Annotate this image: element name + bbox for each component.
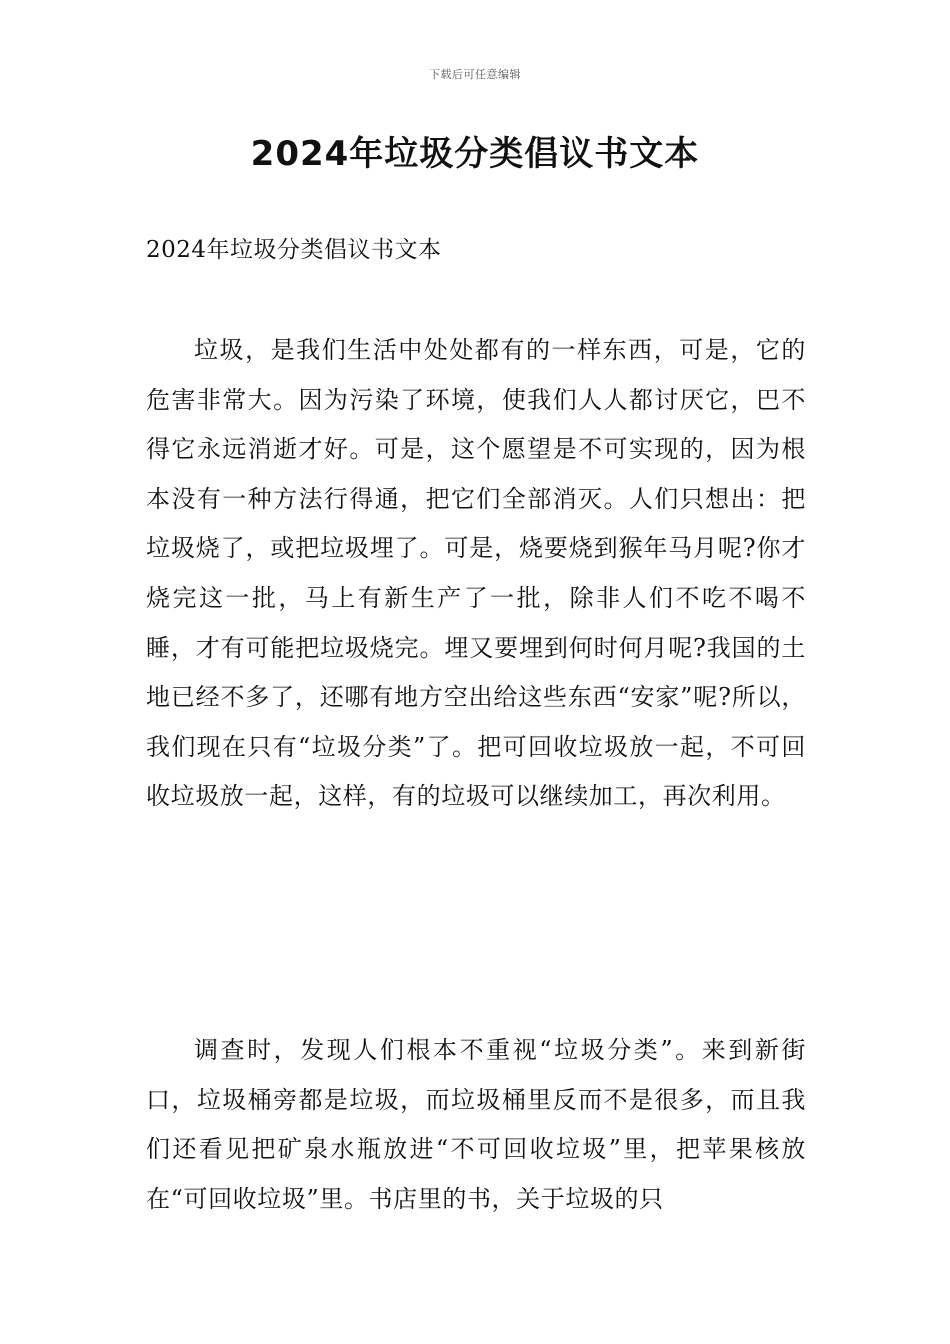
document-title: 2024年垃圾分类倡议书文本: [250, 134, 700, 174]
document-subtitle: 2024年垃圾分类倡议书文本: [146, 237, 442, 263]
body-paragraph: 垃圾，是我们生活中处处都有的一样东西，可是，它的危害非常大。因为污染了环境，使我们人人都讨厌它，巴不得它永远消逝才好。可是，这个愿望是不可实现的，因为根本没有一种方法行得通，把它们全部消灭。人们只想出：把垃圾烧了，或把垃圾埋了。可是，烧要烧到猴年马月呢?你才烧完这一批，马上有新生产了一批，除非人们不吃不喝不睡，才有可能把垃圾烧完。埋又要埋到何时何月呢?我国的土地已经不多了，还哪有地方空出给这些东西“安家”呢?所以，我们现在只有“垃圾分类”了。把可回收垃圾放一起，不可回收垃圾放一起，这样，有的垃圾可以继续加工，再次利用。: [146, 336, 806, 811]
body-paragraph: 调查时，发现人们根本不重视“垃圾分类”。来到新街口，垃圾桶旁都是垃圾，而垃圾桶里反而不是很多，而且我们还看见把矿泉水瓶放进“不可回收垃圾”里，把苹果核放在“可回收垃圾”里。书店里的书，关于垃圾的只: [146, 1036, 806, 1213]
header-note: 下载后可任意编辑: [429, 68, 521, 81]
